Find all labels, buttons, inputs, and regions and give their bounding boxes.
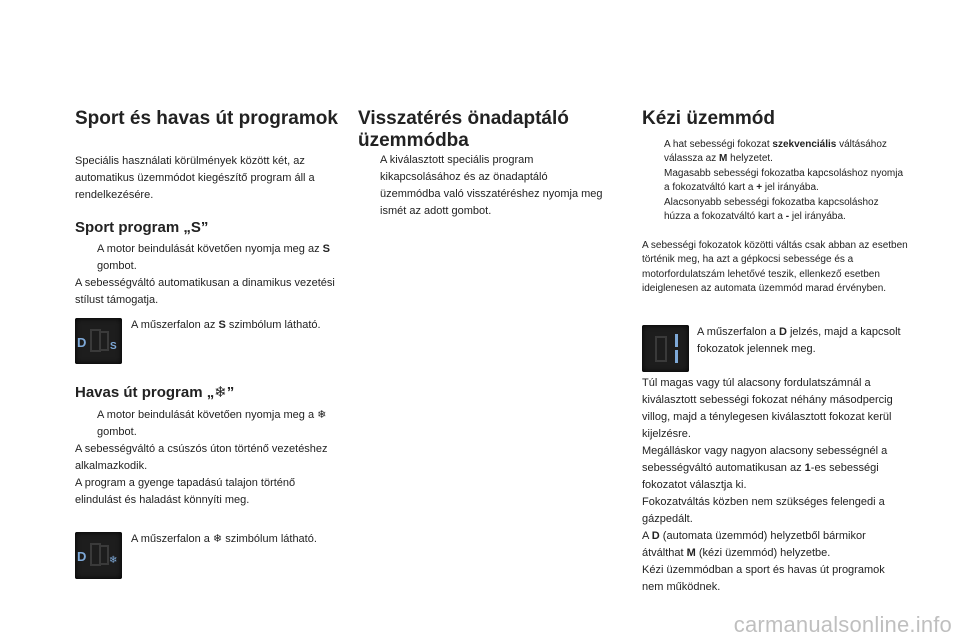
sport-program-bullet-text: A motor beindulását követően nyomja meg az S gombot. xyxy=(97,243,330,272)
manual-bullet-3 xyxy=(642,196,908,225)
snow-program-heading: Havas út program „❄” xyxy=(75,384,235,401)
snow-display-caption: A műszerfalon a ❄ szimbólum látható. xyxy=(131,533,317,545)
snow-display-thumbnail xyxy=(75,532,122,579)
return-adaptive-bullet-text: A kiválasztott speciális program kikapcsolásához és az önadaptáló üzemmódba való visszatéréshez nyomja meg ismét az adott gombot. xyxy=(380,154,603,217)
snow-program-text: A sebességváltó a csúszós úton történő vezetéshez alkalmazkodik. A program a gyenge tapadású talajon történő elindulást és haladást könnyíti meg. xyxy=(75,443,328,506)
manual-bullet-1 xyxy=(642,138,908,167)
sport-program-heading: Sport program „S” xyxy=(75,219,209,236)
snow-program-bullet-text: A motor beindulását követően nyomja meg a ❄ gombot. xyxy=(97,409,327,438)
manual-mode-title: Kézi üzemmód xyxy=(642,108,776,129)
snow-display-icon xyxy=(75,532,122,579)
sport-program-bullet xyxy=(75,241,340,275)
manual-display-caption: A műszerfalon a D jelzés, majd a kapcsolt fokozatok jelennek meg. xyxy=(697,326,901,355)
manual-bullet-1-text: A hat sebességi fokozat szekvenciális váltásához válassza az M helyzetet. xyxy=(664,139,887,165)
snow-program-bullet xyxy=(75,407,340,441)
manual-bullet-3-text: Alacsonyabb sebességi fokozatba kapcsoláshoz húzza a fokozatváltó kart a - jel irányába. xyxy=(664,197,879,223)
bullet-marker-icon xyxy=(75,407,97,441)
sport-program-text: A sebességváltó automatikusan a dinamikus vezetési stílust támogatja. xyxy=(75,277,335,306)
return-adaptive-bullet xyxy=(358,152,608,220)
sport-snow-intro: Speciális használati körülmények között két, az automatikus üzemmódot kiegészítő program áll a rendelkezésére. xyxy=(75,155,315,201)
sport-display-digit: D xyxy=(77,335,87,350)
manual-display-digit: 1 xyxy=(675,369,676,370)
snow-display-digit: D xyxy=(77,549,87,564)
watermark-text: carmanualsonline.info xyxy=(733,612,952,637)
bullet-marker-icon xyxy=(642,138,664,167)
sport-display-icon xyxy=(75,318,122,364)
manual-display-thumbnail xyxy=(642,325,689,372)
sport-display-mode: S xyxy=(110,341,117,352)
return-adaptive-title: Visszatérés önadaptáló üzemmódba xyxy=(358,108,569,151)
sport-display-caption: A műszerfalon az S szimbólum látható. xyxy=(131,319,321,331)
snow-display-mode: ❄ xyxy=(109,555,118,566)
manual-body: Túl magas vagy túl alacsony fordulatszámnál a kiválasztott sebességi fokozat néhány másodpercig villog, majd a ténylegesen kiválasztott fokozat kerül kijelzésre. Megálláskor vagy nagyon alacsony sebességnél a sebességváltó automatikusan az 1-es sebességi fokozatot választja ki. Fokozatváltás közben nem szükséges felengedi a gázpedált. A D (automata üzemmód) helyzetből bármikor átválthat M (kézi üzemmód) helyzetbe. Kézi üzemmódban a sport és havas út programok nem működnek. xyxy=(642,377,893,593)
manual-bullet-2-text: Magasabb sebességi fokozatba kapcsoláshoz nyomja a fokozatváltó kart a + jel irányába. xyxy=(664,168,904,194)
bullet-marker-icon xyxy=(75,241,97,275)
sport-display-thumbnail xyxy=(75,318,122,364)
bullet-marker-icon xyxy=(642,196,664,225)
manual-note: A sebességi fokozatok közötti váltás csak abban az esetben történik meg, ha azt a gépkocsi sebessége és a motorfordulatszám lehetővé teszik, ellenkező esetben ideiglenesen az automata üzemmód marad érvényben. xyxy=(642,240,908,294)
bullet-marker-icon xyxy=(358,152,380,220)
manual-display-icon xyxy=(642,325,689,372)
manual-bullet-2 xyxy=(642,167,908,196)
sport-snow-title: Sport és havas út programok xyxy=(75,108,338,129)
bullet-marker-icon xyxy=(642,167,664,196)
